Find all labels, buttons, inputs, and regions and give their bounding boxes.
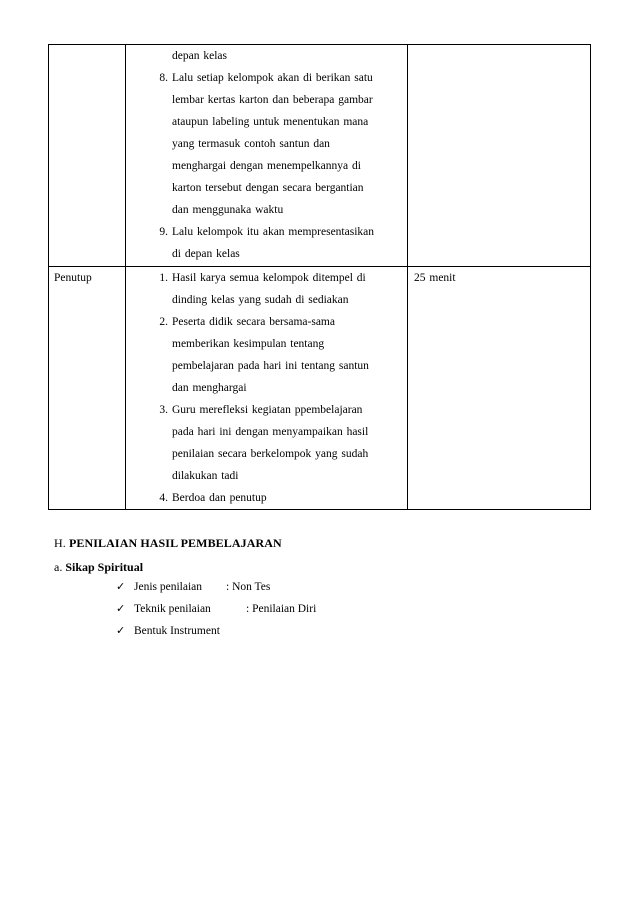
step-text-line: Peserta didik secara bersama-sama: [172, 316, 335, 328]
step-text-line: dan menghargai: [172, 382, 247, 394]
phase-label: Penutup: [54, 272, 92, 284]
checkmark-icon: ✓: [116, 602, 126, 615]
step-item: [126, 487, 407, 509]
step-number: 3.: [159, 404, 168, 416]
time-cell-empty: [408, 45, 591, 267]
step-text-line: di depan kelas: [172, 248, 240, 260]
table-row-penutup: [49, 267, 591, 510]
subsection-heading: [54, 560, 143, 575]
step-text-line: Lalu setiap kelompok akan di berikan satu: [172, 72, 373, 84]
activity-cell: [126, 45, 408, 267]
step-text-line: yang termasuk contoh santun dan: [172, 138, 330, 150]
step-number: 8.: [159, 72, 168, 84]
step-number: 9.: [159, 226, 168, 238]
section-heading: [54, 536, 282, 551]
step-text-line: Guru merefleksi kegiatan ppembelajaran: [172, 404, 363, 416]
step-text-line: menghargai dengan menempelkannya di: [172, 160, 361, 172]
step-text-line: karton tersebut dengan secara bergantian: [172, 182, 364, 194]
step-text-line: dinding kelas yang sudah di sediakan: [172, 294, 349, 306]
checklist-label: Teknik penilaian: [134, 603, 211, 615]
step-text-line: pembelajaran pada hari ini tentang santun: [172, 360, 369, 372]
step-text-line: memberikan kesimpulan tentang: [172, 338, 325, 350]
activity-continuation-line: depan kelas: [172, 50, 227, 62]
step-item: [126, 221, 407, 265]
checklist-label: Jenis penilaian: [134, 581, 203, 593]
checkmark-icon: ✓: [116, 580, 126, 593]
lesson-activity-table: [48, 44, 591, 510]
step-number: 4.: [159, 492, 168, 504]
time-cell: [408, 267, 591, 510]
step-number: 1.: [159, 272, 168, 284]
activity-step-list: [126, 67, 407, 265]
step-item: [126, 311, 407, 399]
phase-cell: [49, 267, 126, 510]
step-text-line: ataupun labeling untuk menentukan mana: [172, 116, 369, 128]
time-allocation: 25 menit: [414, 272, 456, 284]
step-text-line: Hasil karya semua kelompok ditempel di: [172, 272, 366, 284]
table-row-continued: [49, 45, 591, 267]
step-text-line: lembar kertas karton dan beberapa gambar: [172, 94, 373, 106]
section-title: PENILAIAN HASIL PEMBELAJARAN: [68, 536, 282, 550]
step-text-line: Lalu kelompok itu akan mempresentasikan: [172, 226, 374, 238]
step-text-line: pada hari ini dengan menyampaikan hasil: [172, 426, 369, 438]
checkmark-icon: ✓: [116, 624, 126, 637]
subsection-title: Sikap Spiritual: [65, 560, 144, 574]
checklist-item: [116, 598, 316, 620]
checklist-value: : Non Tes: [226, 581, 271, 593]
checklist-item: [116, 576, 316, 598]
step-number: 2.: [159, 316, 168, 328]
phase-cell-empty: [49, 45, 126, 267]
step-text-line: penilaian secara berkelompok yang sudah: [172, 448, 369, 460]
step-text-line: dilakukan tadi: [172, 470, 239, 482]
section-letter: H.: [54, 536, 66, 550]
checklist-item: [116, 620, 316, 642]
step-item: [126, 399, 407, 487]
step-item: [126, 267, 407, 311]
activity-step-list: [126, 267, 407, 509]
step-text-line: Berdoa dan penutup: [172, 492, 267, 504]
subsection-letter: a.: [54, 560, 63, 574]
assessment-checklist: [116, 576, 316, 642]
activity-cell: [126, 267, 408, 510]
step-item: [126, 67, 407, 221]
checklist-label: Bentuk Instrument: [134, 625, 220, 637]
checklist-value: : Penilaian Diri: [246, 603, 317, 615]
step-text-line: dan menggunaka waktu: [172, 204, 284, 216]
